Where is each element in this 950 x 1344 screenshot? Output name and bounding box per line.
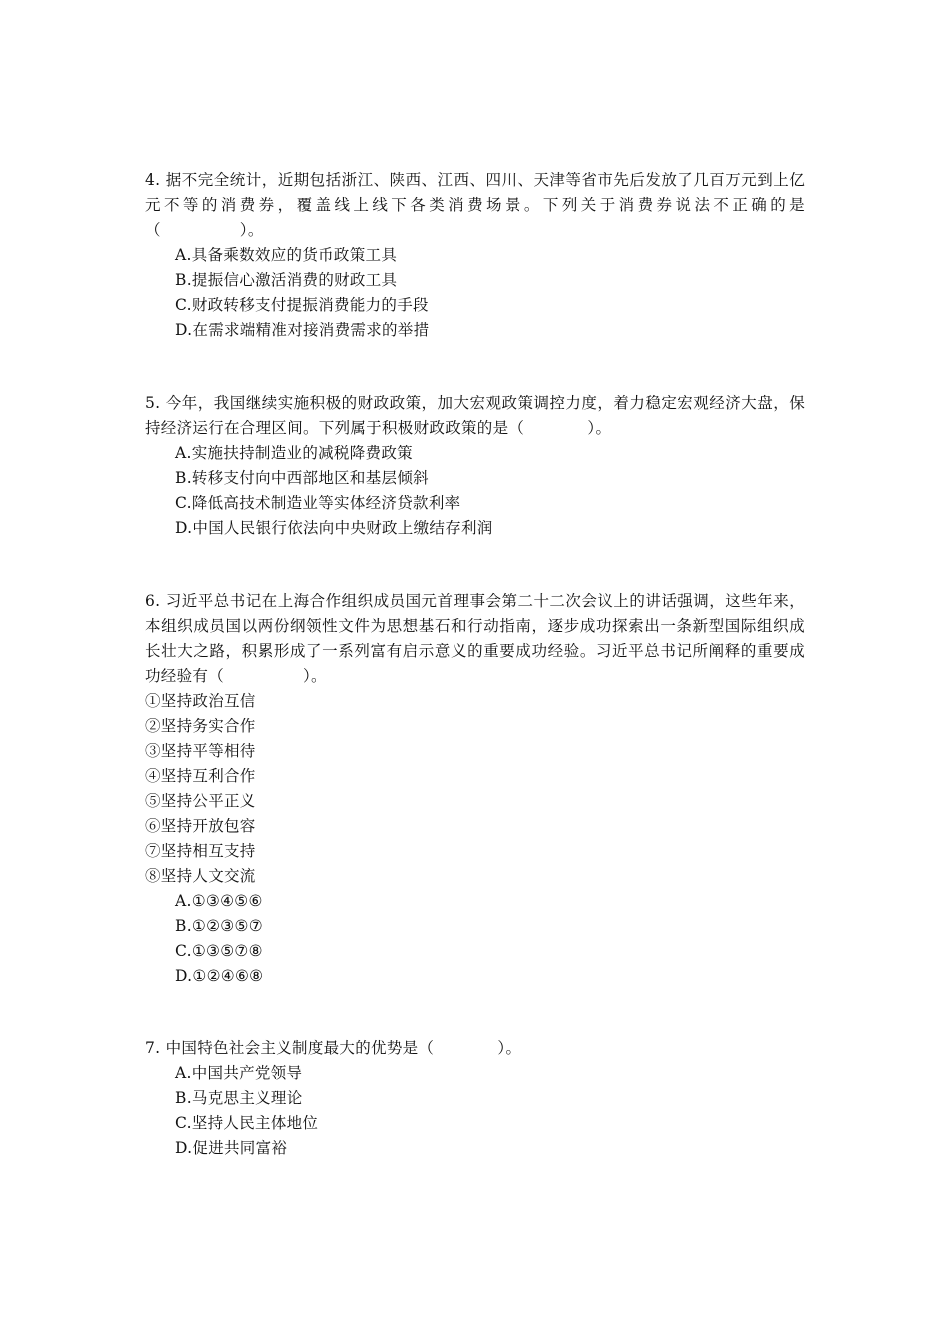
option-b: B.马克思主义理论: [175, 1089, 303, 1107]
question-6: [145, 589, 805, 989]
statement-item: ③坚持平等相待: [145, 742, 256, 760]
option-b: B.①②③⑤⑦: [175, 917, 263, 935]
option-d: D.①②④⑥⑧: [175, 967, 264, 985]
option-list: [145, 441, 805, 541]
statement-list: [145, 689, 805, 889]
option-list: [145, 1061, 805, 1161]
question-stem: 7. 中国特色社会主义制度最大的优势是（ ）。: [145, 1039, 522, 1057]
option-a: A.中国共产党领导: [175, 1064, 303, 1082]
option-a: A.具备乘数效应的货币政策工具: [175, 246, 398, 264]
question-7: [145, 1036, 805, 1161]
option-a: A.①③④⑤⑥: [175, 892, 263, 910]
option-b: B.提振信心激活消费的财政工具: [175, 271, 398, 289]
question-4: [145, 168, 805, 343]
option-c: C.坚持人民主体地位: [175, 1114, 319, 1132]
question-5: [145, 391, 805, 541]
statement-item: ⑥坚持开放包容: [145, 817, 256, 835]
statement-item: ①坚持政治互信: [145, 692, 256, 710]
option-a: A.实施扶持制造业的减税降费政策: [175, 444, 413, 462]
option-d: D.中国人民银行依法向中央财政上缴结存利润: [175, 519, 493, 537]
statement-item: ②坚持务实合作: [145, 717, 256, 735]
option-c: C.财政转移支付提振消费能力的手段: [175, 296, 429, 314]
statement-item: ④坚持互利合作: [145, 767, 256, 785]
option-list: [145, 243, 805, 343]
option-d: D.促进共同富裕: [175, 1139, 288, 1157]
option-d: D.在需求端精准对接消费需求的举措: [175, 321, 430, 339]
statement-item: ⑧坚持人文交流: [145, 867, 256, 885]
statement-item: ⑦坚持相互支持: [145, 842, 256, 860]
question-stem: 6. 习近平总书记在上海合作组织成员国元首理事会第二十二次会议上的讲话强调，这些年来，本组织成员国以两份纲领性文件为思想基石和行动指南，逐步成功探索出一条新型国际组织成长壮大之路，积累形成了一系列富有启示意义的重要成功经验。习近平总书记所阐释的重要成功经验有（ ）。: [145, 592, 805, 685]
statement-item: ⑤坚持公平正义: [145, 792, 256, 810]
question-stem: 5. 今年，我国继续实施积极的财政政策，加大宏观政策调控力度，着力稳定宏观经济大盘，保持经济运行在合理区间。下列属于积极财政政策的是（ ）。: [145, 394, 805, 437]
option-c: C.降低高技术制造业等实体经济贷款利率: [175, 494, 461, 512]
option-c: C.①③⑤⑦⑧: [175, 942, 263, 960]
question-stem: 4. 据不完全统计，近期包括浙江、陕西、江西、四川、天津等省市先后发放了几百万元到上亿元不等的消费券，覆盖线上线下各类消费场景。下列关于消费券说法不正确的是（ ）。: [145, 171, 805, 239]
option-list: [145, 889, 805, 989]
option-b: B.转移支付向中西部地区和基层倾斜: [175, 469, 429, 487]
